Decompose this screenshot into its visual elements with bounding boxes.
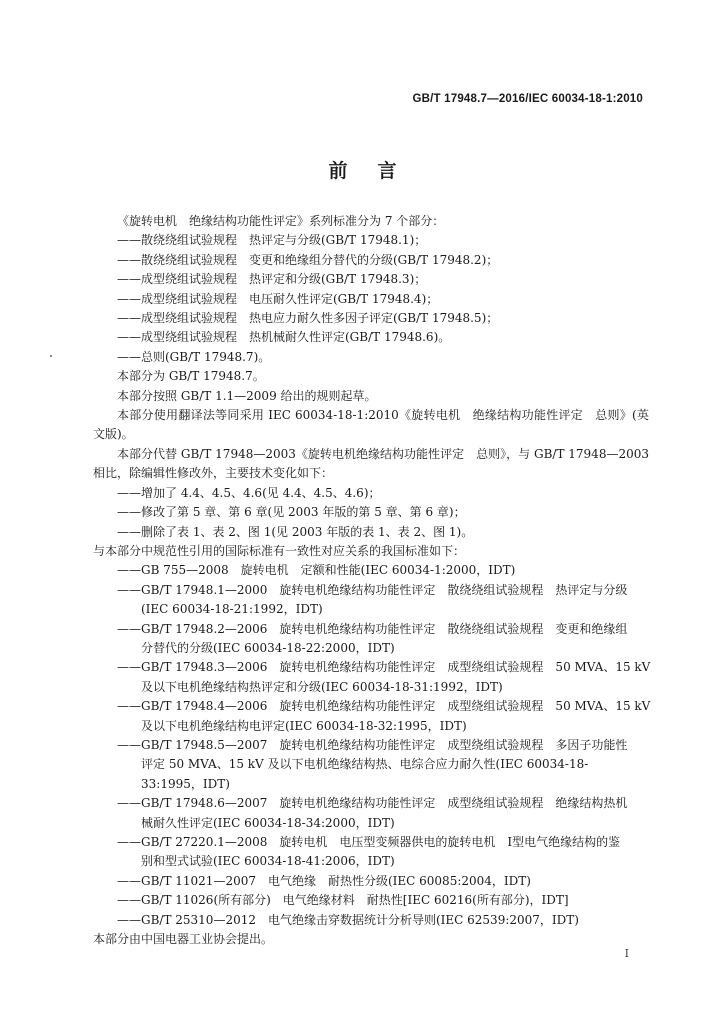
ref-text: ——GB/T 27220.1—2008 旋转电机 电压型变频器供电的旋转电机 Ⅰ型电气绝缘结构的鉴 [117,835,621,849]
page-title: 前言 [328,160,427,182]
standard-header: GB/T 17948.7—2016/IEC 60034-18-1:2010 [412,93,643,105]
series-part: ——成型绕组试验规程 热电应力耐久性多因子评定(GB/T 17948.5)； [117,311,499,326]
page-number: I [624,947,629,960]
ref-text-cont: 分替代的分级(IEC 60034-18-22:2000，IDT) [141,640,395,655]
normative-ref [93,658,649,697]
ref-text-cont: (IEC 60034-18-21:1992，IDT) [141,602,323,617]
ref-text: ——GB/T 25310—2012 电气绝缘击穿数据统计分析导则(IEC 62539:2007，IDT) [117,912,579,927]
translation-statement: 本部分使用翻译法等同采用 IEC 60034-18-1:2010《旋转电机 绝缘结构功能性评定 总则》(英文版)。 [93,408,649,442]
part-statement: 本部分为 GB/T 17948.7。 [117,369,265,384]
ref-text-cont: 及以下电机绝缘结构热评定和分级(IEC 60034-18-31:1992，IDT) [141,679,503,694]
change-item: ——增加了 4.4、4.5、4.6(见 4.4、4.5、4.6)； [117,485,381,500]
drafting-rule: 本部分按照 GB/T 1.1—2009 给出的规则起草。 [117,388,377,403]
ref-text-cont: 及以下电机绝缘结构电评定(IEC 60034-18-32:1995，IDT) [141,718,467,733]
series-part: ——散绕绕组试验规程 热评定与分级(GB/T 17948.1)； [117,233,427,248]
ref-text: ——GB/T 17948.3—2006 旋转电机绝缘结构功能性评定 成型绕组试验规程 50 MVA、15 kV [117,660,651,675]
ref-text: ——GB/T 17948.6—2007 旋转电机绝缘结构功能性评定 成型绕组试验规程 绝缘结构热机 [117,796,628,811]
series-part: ——总则(GB/T 17948.7)。 [117,349,271,364]
ref-text: ——GB/T 11021—2007 电气绝缘 耐热性分级(IEC 60085:2004，IDT) [117,873,531,888]
normative-ref [93,911,649,930]
ref-text: ——GB/T 17948.4—2006 旋转电机绝缘结构功能性评定 成型绕组试验规程 50 MVA、15 kV [117,699,651,714]
series-intro: 《旋转电机 绝缘结构功能性评定》系列标准分为 7 个部分： [117,214,445,228]
normative-ref [93,620,649,659]
normative-ref [93,833,649,872]
normative-ref [93,891,649,910]
normative-ref [93,561,649,580]
ref-text: ——GB/T 17948.1—2000 旋转电机绝缘结构功能性评定 散绕绕组试验规程 热评定与分级 [117,582,628,597]
ref-text-cont: 械耐久性评定(IEC 60034-18-34:2000，IDT) [141,815,395,830]
normative-intro: 与本部分中规范性引用的国际标准有一致性对应关系的我国标准如下： [93,543,466,558]
normative-ref [93,794,649,833]
normative-ref [93,697,649,736]
series-part: ——成型绕组试验规程 热机械耐久性评定(GB/T 17948.6)。 [117,330,451,345]
scan-mark [50,355,52,357]
ref-text-cont: 评定 50 MVA、15 kV 及以下电机绝缘结构热、电综合应力耐久性(IEC 60034-18-33:1995，IDT) [141,757,589,791]
ref-text-cont: 别和型式试验(IEC 60034-18-41:2006，IDT) [141,854,395,869]
change-item: ——修改了第 5 章、第 6 章(见 2003 年版的第 5 章、第 6 章)； [117,505,466,520]
normative-ref [93,736,649,794]
ref-text: ——GB/T 11026(所有部分) 电气绝缘材料 耐热性[IEC 60216(所有部分)，IDT] [117,893,569,908]
ref-text: ——GB 755—2008 旋转电机 定额和性能(IEC 60034-1:2000，IDT) [117,563,516,578]
normative-ref [93,872,649,891]
series-part: ——成型绕组试验规程 电压耐久性评定(GB/T 17948.4)； [117,291,439,306]
series-part: ——成型绕组试验规程 热评定和分级(GB/T 17948.3)； [117,272,427,287]
foreword-body [93,212,649,949]
proposed-by: 本部分由中国电器工业协会提出。 [93,932,274,947]
normative-ref [93,581,649,620]
series-part: ——散绕绕组试验规程 变更和绝缘组分替代的分级(GB/T 17948.2)； [117,252,499,267]
replacement-statement: 本部分代替 GB/T 17948—2003《旋转电机绝缘结构功能性评定 总则》，与 GB/T 17948—2003 相比，除编辑性修改外，主要技术变化如下： [93,446,649,481]
change-item: ——删除了表 1、表 2、图 1(见 2003 年版的表 1、表 2、图 1)。 [117,524,474,539]
ref-text: ——GB/T 17948.5—2007 旋转电机绝缘结构功能性评定 成型绕组试验规程 多因子功能性 [117,737,628,752]
ref-text: ——GB/T 17948.2—2006 旋转电机绝缘结构功能性评定 散绕绕组试验规程 变更和绝缘组 [117,621,628,636]
